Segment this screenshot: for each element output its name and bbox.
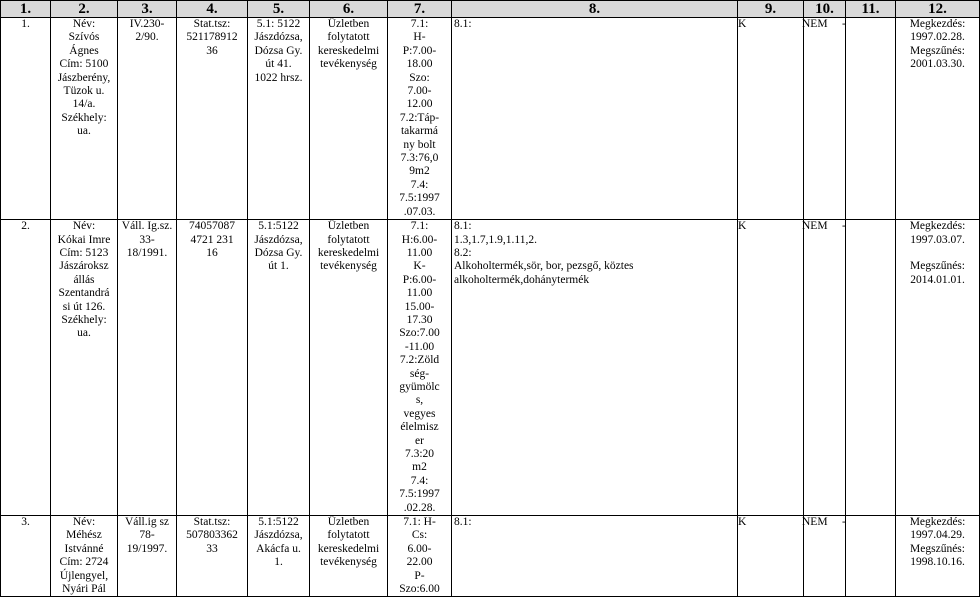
products-list: 8.1: 1.3,1.7,1.9,1.11,2. 8.2: Alkoholtermék,sör, bor, pezsgő, köztes alkoholtermék,dohánytermék bbox=[454, 220, 634, 286]
col9-value: K bbox=[738, 18, 747, 30]
activity-type: Üzletben folytatott kereskedelmi tevékenység bbox=[310, 516, 388, 597]
registration-number: Váll.ig sz 78- 19/1997. bbox=[118, 516, 177, 597]
trader-name-address: Név: Kókai Imre Cím: 5123 Jászároksz állás Szentandrá si út 126. Székhely: ua. bbox=[51, 220, 118, 516]
header-col-7: 7. bbox=[388, 1, 452, 18]
header-col-9: 9. bbox=[738, 1, 804, 18]
activity-type: Üzletben folytatott kereskedelmi tevékenység bbox=[310, 220, 388, 516]
row-number: 2. bbox=[1, 220, 51, 516]
trader-name-address: Név: Szívós Ágnes Cím: 5100 Jászberény, Tüzok u. 14/a. Székhely: ua. bbox=[51, 18, 118, 220]
empty-cell bbox=[738, 18, 804, 220]
col9-value: K bbox=[738, 220, 747, 233]
opening-hours: 7.1: H- Cs: 6.00- 22.00 P- Szo:6.00 bbox=[388, 516, 452, 597]
table-row bbox=[1, 516, 980, 597]
header-col-2: 2. bbox=[51, 1, 118, 18]
empty-cell bbox=[804, 18, 846, 220]
col10-value: NEM bbox=[802, 18, 828, 30]
empty-cell bbox=[846, 18, 896, 220]
table-row bbox=[1, 18, 980, 220]
registration-number: Váll. Ig.sz. 33- 18/1991. bbox=[118, 220, 177, 516]
date-range: Megkezdés: 1997.02.28. Megszűnés: 2001.03.30. bbox=[896, 18, 980, 220]
row-number: 1. bbox=[1, 18, 51, 220]
header-col-5: 5. bbox=[248, 1, 310, 18]
opening-hours: 7.1: H- P:7.00- 18.00 Szo: 7.00- 12.00 7.2:Táp- takarmá ny bolt 7.3:76,0 9m2 7.4: 7.5:1997 .07.03. bbox=[388, 18, 452, 220]
statistical-number: 74057087 4721 231 16 bbox=[177, 220, 248, 516]
opening-hours: 7.1: H:6.00- 11.00 K- P:6.00- 11.00 15.00- 17.30 Szo:7.00 -11.00 7.2:Zöld ség- gyümölc s, vegyes élelmisz er 7.3:20 m2 7.4: 7.5:1997 .02.28. bbox=[388, 220, 452, 516]
shop-address: 5.1: 5122 Jászdózsa, Dózsa Gy. út 41. 1022 hrsz. bbox=[248, 18, 310, 220]
header-col-3: 3. bbox=[118, 1, 177, 18]
header-col-10: 10. bbox=[804, 1, 846, 18]
table-row bbox=[1, 220, 980, 516]
col11-value: - bbox=[842, 516, 846, 529]
activity-type: Üzletben folytatott kereskedelmi tevékenység bbox=[310, 18, 388, 220]
col9-value: K bbox=[738, 516, 747, 529]
col10-value: NEM bbox=[802, 220, 828, 233]
header-col-12: 12. bbox=[896, 1, 980, 18]
products-ref: 8.1: bbox=[454, 516, 472, 529]
trader-name-address: Név: Méhész Istvánné Cím: 2724 Újlengyel, Nyári Pál bbox=[51, 516, 118, 597]
col10-value: NEM bbox=[802, 516, 828, 529]
products-cell bbox=[452, 220, 846, 516]
registration-number: IV.230- 2/90. bbox=[118, 18, 177, 220]
products-ref: 8.1: bbox=[454, 18, 472, 30]
products-cell bbox=[452, 516, 846, 597]
shop-address: 5.1:5122 Jászdózsa, Dózsa Gy. út 1. bbox=[248, 220, 310, 516]
shop-address: 5.1:5122 Jászdózsa, Akácfa u. 1. bbox=[248, 516, 310, 597]
statistical-number: Stat.tsz: 507803362 33 bbox=[177, 516, 248, 597]
header-col-8: 8. bbox=[452, 1, 738, 18]
statistical-number: Stat.tsz: 521178912 36 bbox=[177, 18, 248, 220]
header-col-6: 6. bbox=[310, 1, 388, 18]
date-range: Megkezdés: 1997.04.29. Megszűnés: 1998.10.16. bbox=[896, 516, 980, 597]
products-cell bbox=[452, 18, 846, 220]
col11-value: - bbox=[842, 220, 846, 233]
header-row bbox=[1, 1, 980, 18]
header-col-1: 1. bbox=[1, 1, 51, 18]
header-col-11: 11. bbox=[846, 1, 896, 18]
header-col-4: 4. bbox=[177, 1, 248, 18]
row-number: 3. bbox=[1, 516, 51, 597]
date-range: Megkezdés: 1997.03.07. Megszűnés: 2014.01.01. bbox=[896, 220, 980, 516]
col11-value: - bbox=[842, 18, 846, 30]
